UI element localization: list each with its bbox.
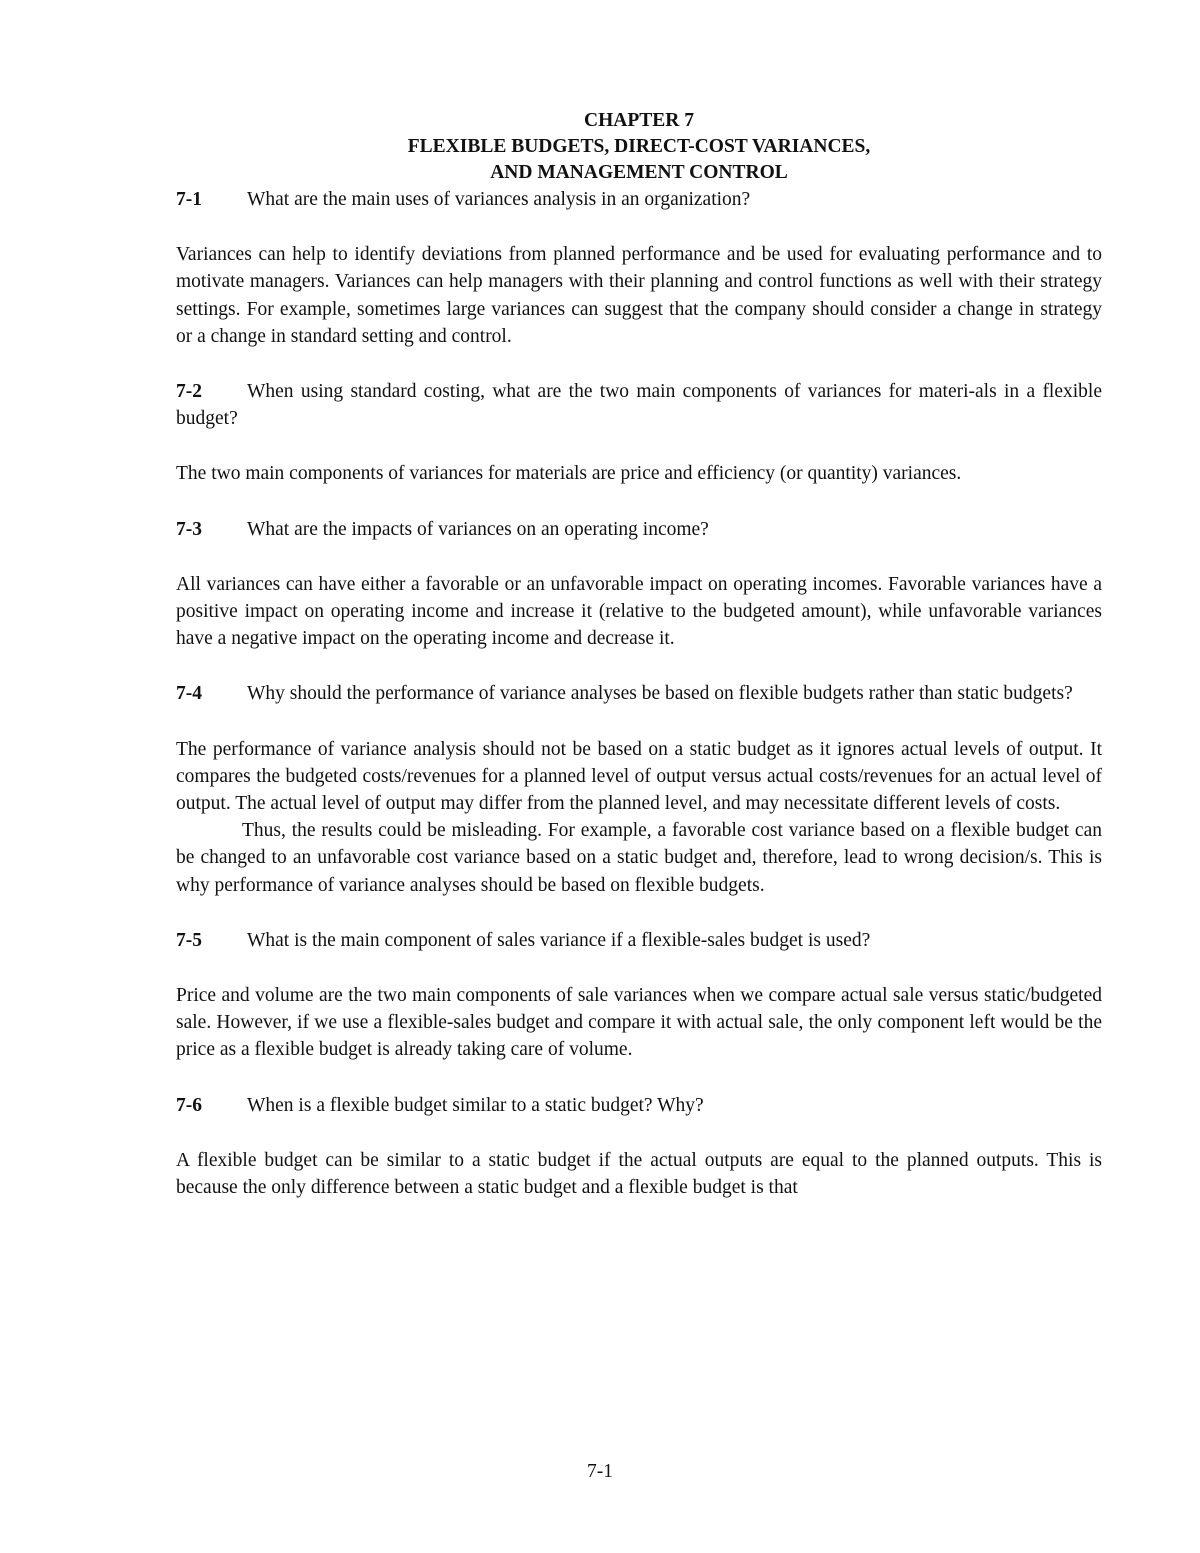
question-number: 7-4 [176,683,202,705]
question-7-5 [176,927,1102,954]
answer-7-2 [176,460,1102,487]
question-number: 7-6 [176,1094,202,1116]
question-text: What are the impacts of variances on an operating income? [247,518,709,540]
question-7-6 [176,1092,1102,1119]
question-number: 7-3 [176,518,202,540]
question-text: When is a flexible budget similar to a static budget? Why? [247,1094,704,1116]
question-text: When using standard costing, what are the two main components of variances for materi-als in a flexible budget? [176,381,1102,430]
question-number: 7-2 [176,381,202,403]
chapter-header [176,108,1102,186]
answer-paragraph: The two main components of variances for materials are price and efficiency (or quantity) variances. [176,463,962,485]
question-text: What are the main uses of variances analysis in an organization? [247,189,751,210]
answer-paragraph: Price and volume are the two main components of sale variances when we compare actual sale versus static/budgeted sale. However, if we use a flexible-sales budget and compare it with actual sale, the only component left would be the price as a flexible budget is already taking care of volume. [176,985,1102,1061]
answer-paragraph: Thus, the results could be misleading. For example, a favorable cost variance based on a flexible budget can be changed to an unfavorable cost variance based on a static budget and, therefore, lead to wrong decision/s. This is why performance of variance analyses should be based on flexible budgets. [176,820,1102,896]
answer-7-1 [176,241,1102,350]
chapter-title-line-2: AND MANAGEMENT CONTROL [490,162,788,183]
answer-paragraph: All variances can have either a favorable or an unfavorable impact on operating incomes. Favorable variances have a positive impact on operating income and increase it (relative to the budgeted amount), while unfavorable variances have a negative impact on the operating income and decrease it. [176,573,1102,650]
answer-7-6 [176,1147,1102,1201]
question-7-4 [176,680,1102,707]
question-number: 7-1 [176,189,202,210]
chapter-title-line-1: FLEXIBLE BUDGETS, DIRECT-COST VARIANCES, [407,136,871,157]
answer-7-3 [176,571,1102,653]
document-page [176,108,1102,1201]
answer-paragraph: Variances can help to identify deviations from planned performance and be used for evaluating performance and to motivate managers. Variances can help managers with their planning and control functions as well with their strategy settings. For example, sometimes large variances can suggest that the company should consider a change in strategy or a change in standard setting and control. [176,244,1102,347]
question-text: Why should the performance of variance analyses be based on flexible budgets rather than static budgets? [247,683,1073,705]
answer-paragraph: The performance of variance analysis should not be based on a static budget as it ignores actual levels of output. It compares the budgeted costs/revenues for a planned level of output versus actual costs/revenues for an actual level of output. The actual level of output may differ from the planned level, and may necessitate different levels of costs. [176,738,1102,815]
question-7-2 [176,378,1102,432]
question-text: What is the main component of sales variance if a flexible-sales budget is used? [247,929,871,951]
page-number: 7-1 [587,1461,613,1482]
question-7-1 [176,186,1102,213]
question-7-3 [176,516,1102,543]
answer-7-4 [176,736,1102,899]
question-number: 7-5 [176,929,202,951]
chapter-number: CHAPTER 7 [584,110,694,131]
answer-7-5 [176,982,1102,1064]
answer-paragraph: A flexible budget can be similar to a static budget if the actual outputs are equal to the planned outputs. This is because the only difference between a static budget and a flexible budget is that [176,1149,1102,1199]
